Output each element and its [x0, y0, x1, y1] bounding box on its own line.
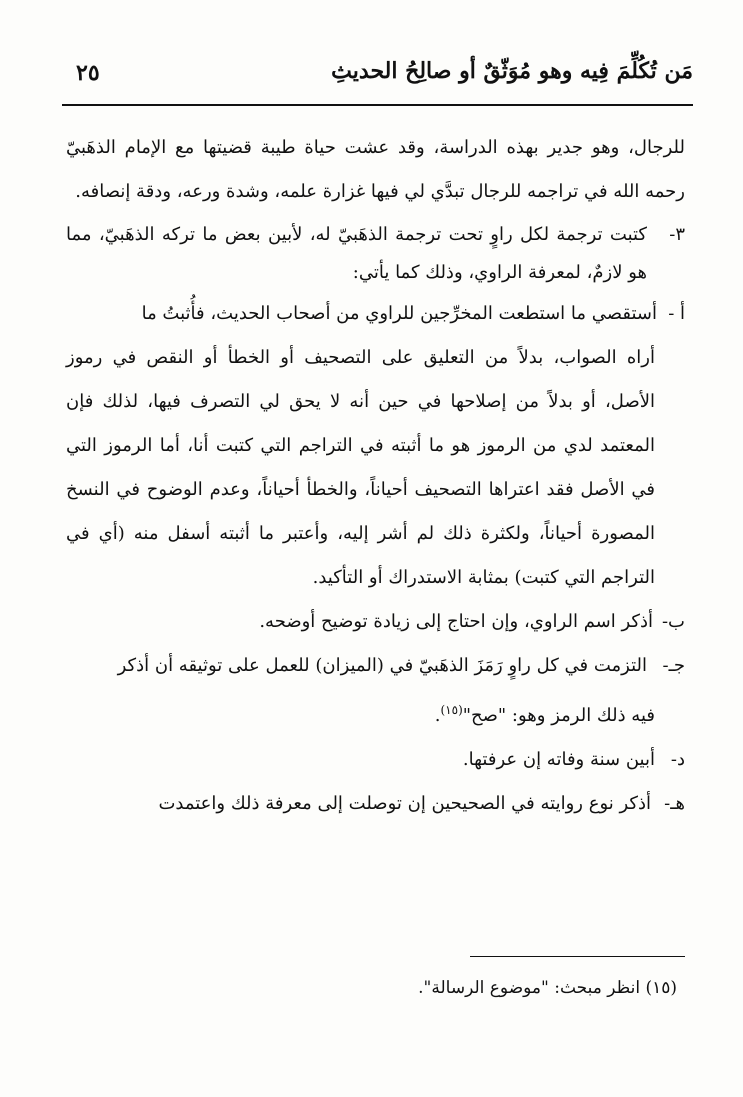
footnote: (١٥) انظر مبحث: "موضوع الرسالة".: [418, 978, 677, 998]
list-item-text: أستقصي ما استطعت المخرِّجين للراوي من أصحاب الحديث، فأُثبتُ ما: [141, 303, 657, 324]
list-marker: هـ-: [664, 793, 685, 814]
list-item-text: كتبت ترجمة لكل راوٍ تحت ترجمة الذهَبيّ له، لأبين بعض ما تركه الذهَبيّ، مما هو لازمٌ، لمعرفة الراوي، وذلك كما يأتي:: [66, 224, 647, 283]
list-item-b: [66, 600, 685, 644]
paragraph-continuation: للرجال، وهو جدير بهذه الدراسة، وقد عشت حياة طيبة قضيتها مع الإمام الذهَبيّ رحمه الله في تراجمه للرجال تبدَّي لي فيها غزارة علمه، وشدة ورعه، ودقة إنصافه.: [66, 137, 685, 202]
list-item-a: [66, 292, 685, 336]
list-item-j: [66, 644, 685, 688]
list-item-j-continuation: [66, 688, 685, 738]
list-item-h: [66, 782, 685, 826]
footnote-reference: (١٥): [440, 703, 463, 717]
list-marker: د-: [670, 749, 685, 770]
list-marker: ٣-: [669, 224, 685, 245]
page-body: [66, 126, 685, 826]
running-title: مَن تُكُلِّمَ فِيه وهو مُوَثّقٌ أو صالِحُ الحديثِ: [331, 58, 693, 84]
list-item-3: [66, 216, 685, 292]
list-item-a-continuation: أراه الصواب، بدلاً من التعليق على التصحيف أو الخطأ أو النقص في رموز الأصل، أو بدلاً من إصلاحها في حين أنه لا يحق لي التصرف فيها، لذلك فإن المعتمد لدي من الرموز هو ما أثبته في التراجم التي كتبت أنا، أما الرموز التي في الأصل فقد اعتراها التصحيف أحياناً، والخطأ أحياناً، وعدم الوضوح في النسخ المصورة أحياناً، ولكثرة ذلك لم أشر إليه، وأعتبر ما أثبته أسفل منه (أي في التراجم التي كتبت) بمثابة الاستدراك أو التأكيد.: [66, 347, 655, 588]
list-item-text: أذكر اسم الراوي، وإن احتاج إلى زيادة توضيح أوضحه.: [259, 611, 653, 632]
page-header: [62, 52, 693, 106]
list-marker: ب-: [661, 611, 685, 632]
list-item-text: فيه ذلك الرمز وهو: "صح": [462, 705, 655, 726]
list-item-d: [66, 738, 685, 782]
list-item-text: أبين سنة وفاته إن عرفتها.: [462, 749, 655, 770]
footnote-divider: [470, 956, 685, 957]
list-item-text: التزمت في كل راوٍ رَمَزَ الذهَبيّ في (الميزان) للعمل على توثيقه أن أذكر: [117, 655, 647, 676]
list-marker: جـ-: [662, 655, 685, 676]
list-item-text: أذكر نوع روايته في الصحيحين إن توصلت إلى معرفة ذلك واعتمدت: [158, 793, 651, 814]
page-number: ٢٥: [76, 60, 100, 86]
sentence-end: .: [434, 705, 441, 726]
list-marker: أ -: [668, 303, 685, 324]
